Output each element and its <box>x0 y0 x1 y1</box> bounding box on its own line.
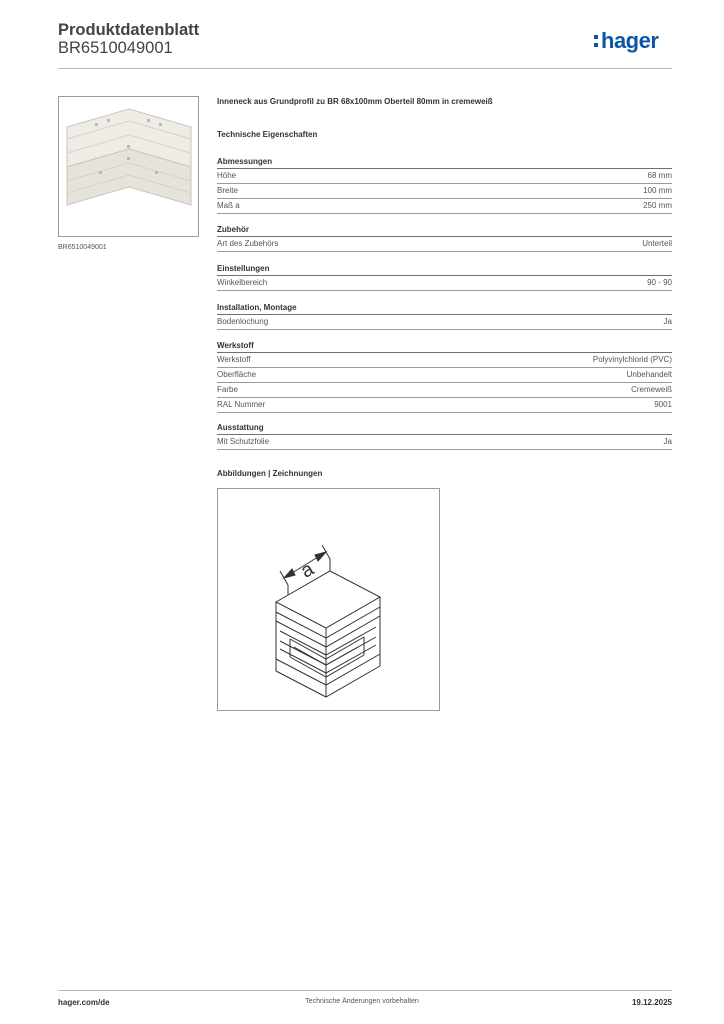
spec-row <box>217 353 672 368</box>
header-divider <box>58 68 672 69</box>
spec-label: Oberfläche <box>217 370 257 379</box>
section-einstellungen <box>217 262 672 291</box>
footer-notice: Technische Änderungen vorbehalten <box>305 998 419 1005</box>
spec-value: 90 - 90 <box>647 278 672 287</box>
spec-value: 250 mm <box>643 201 672 210</box>
spec-value: Polyvinylchlorid (PVC) <box>592 355 672 364</box>
spec-row <box>217 383 672 398</box>
spec-value: Ja <box>663 437 672 446</box>
spec-row <box>217 169 672 184</box>
product-title: Inneneck aus Grundprofil zu BR 68x100mm Oberteil 80mm in cremeweiß <box>217 97 493 106</box>
spec-label: Farbe <box>217 385 238 394</box>
spec-value: 68 mm <box>647 171 672 180</box>
spec-row <box>217 435 672 450</box>
article-number: BR6510049001 <box>58 39 173 57</box>
dimension-label: a <box>297 557 318 583</box>
spec-row <box>217 199 672 214</box>
section-title: Zubehör <box>217 223 672 237</box>
footer-divider <box>58 990 672 991</box>
drawings-heading: Abbildungen | Zeichnungen <box>217 469 323 478</box>
spec-row <box>217 237 672 252</box>
spec-row <box>217 398 672 413</box>
tech-properties-heading: Technische Eigenschaften <box>217 130 318 139</box>
section-title: Abmessungen <box>217 155 672 169</box>
logo-dots-icon <box>594 35 598 49</box>
logo-text: hager <box>601 28 659 53</box>
section-installation <box>217 301 672 330</box>
spec-row <box>217 368 672 383</box>
photo-caption: BR6510049001 <box>58 244 107 251</box>
spec-row <box>217 184 672 199</box>
spec-label: Winkelbereich <box>217 278 268 287</box>
spec-label: Bodenlochung <box>217 317 269 326</box>
spec-label: Art des Zubehörs <box>217 239 279 248</box>
spec-value: 100 mm <box>643 186 672 195</box>
section-zubehoer <box>217 223 672 252</box>
footer-date: 19.12.2025 <box>631 998 672 1007</box>
spec-label: Mit Schutzfolie <box>217 437 270 446</box>
hager-logo <box>594 28 674 56</box>
spec-value: Unterteil <box>642 239 672 248</box>
spec-value: Unbehandelt <box>626 370 672 379</box>
section-title: Installation, Montage <box>217 301 672 315</box>
footer-website[interactable]: hager.com/de <box>58 998 110 1007</box>
spec-label: Breite <box>217 186 238 195</box>
section-ausstattung <box>217 421 672 450</box>
product-photo <box>58 96 199 237</box>
spec-row <box>217 276 672 291</box>
spec-label: Höhe <box>217 171 237 180</box>
spec-label: Maß a <box>217 201 240 210</box>
corner-drawing <box>218 489 439 710</box>
section-title: Einstellungen <box>217 262 672 276</box>
section-title: Werkstoff <box>217 339 672 353</box>
technical-drawing <box>217 488 440 711</box>
spec-value: 9001 <box>654 400 672 409</box>
section-werkstoff <box>217 339 672 413</box>
product-photo-image <box>59 97 198 236</box>
spec-label: Werkstoff <box>217 355 251 364</box>
spec-row <box>217 315 672 330</box>
spec-value: Ja <box>663 317 672 326</box>
section-abmessungen <box>217 155 672 214</box>
spec-label: RAL Nummer <box>217 400 266 409</box>
page-title: Produktdatenblatt <box>58 21 200 39</box>
section-title: Ausstattung <box>217 421 672 435</box>
spec-value: Cremeweiß <box>631 385 672 394</box>
